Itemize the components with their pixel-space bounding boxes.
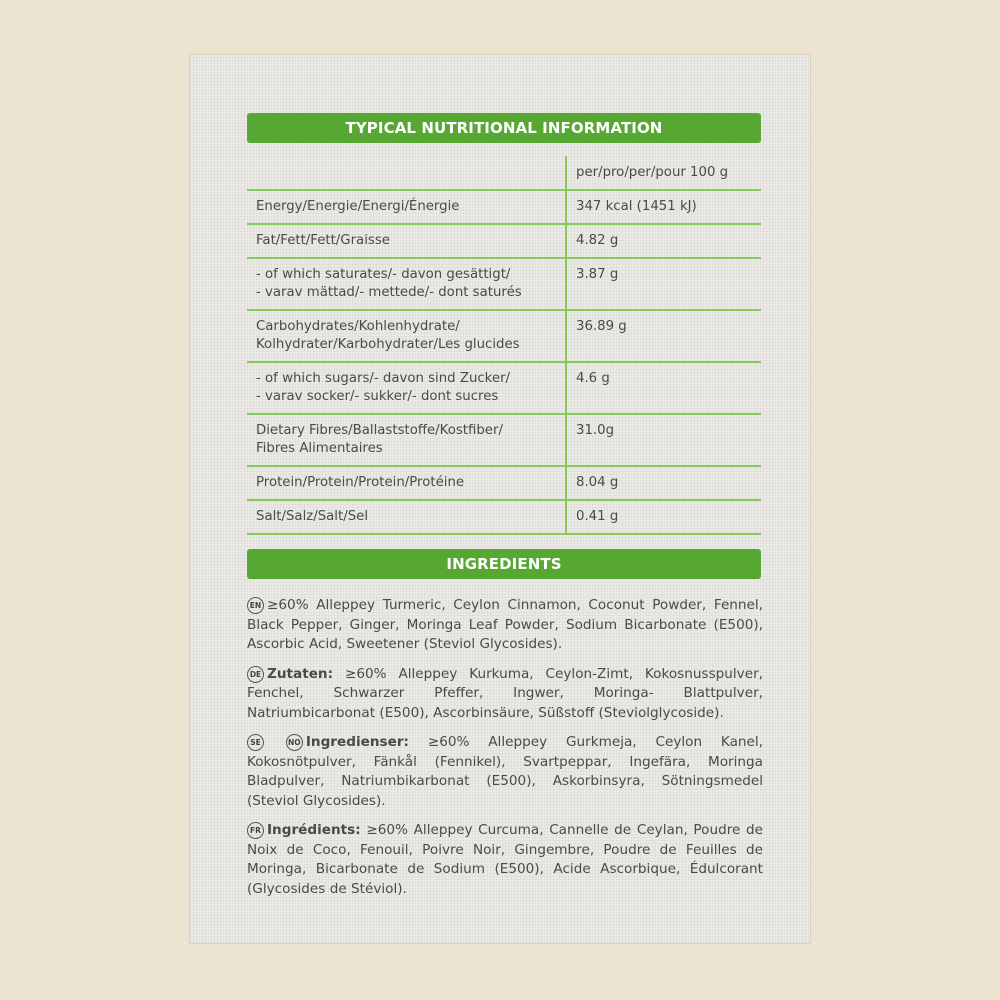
ingredients-se-no-text: ≥60% Alleppey Gurkmeja, Ceylon Kanel, Kokosnötpulver, Fänkål (Fennikel), Svartpeppar, Ingefära, Moringa Bladpulver, Natriumbikarbonat (E500), Askorbinsyra, Sötningsmedel (Steviol Glycosides).: [247, 734, 763, 809]
fr-language-icon: FR: [247, 822, 264, 839]
ingredients-en: [247, 596, 763, 655]
nutrient-value: 8.04 g: [566, 466, 761, 500]
nutrient-value: 4.82 g: [566, 224, 761, 258]
nutrient-value: 3.87 g: [566, 258, 761, 310]
nutrient-label: Protein/Protein/Protein/Protéine: [247, 466, 566, 500]
table-row: [247, 362, 761, 414]
ingredients-se-no: [247, 733, 763, 811]
se-language-icon: SE: [247, 734, 264, 751]
ingredients-de-text: ≥60% Alleppey Kurkuma, Ceylon-Zimt, Kokosnusspulver, Fenchel, Schwarzer Pfeffer, Ingwer, Moringa- Blattpulver, Natriumbicarbonat (E500), Ascorbinsäure, Süßstoff (Steviolglycoside).: [247, 665, 763, 721]
table-row: [247, 156, 761, 190]
nutrient-label: Dietary Fibres/Ballaststoffe/Kostfiber/ Fibres Alimentaires: [247, 414, 566, 466]
nutrient-value: 347 kcal (1451 kJ): [566, 190, 761, 224]
nutrient-label: Carbohydrates/Kohlenhydrate/ Kolhydrater/Karbohydrater/Les glucides: [247, 310, 566, 362]
ingredients-de-lead: Zutaten:: [267, 665, 334, 682]
ingredients-list: [247, 596, 763, 909]
ingredients-fr-text: ≥60% Alleppey Curcuma, Cannelle de Ceylan, Poudre de Noix de Coco, Fenouil, Poivre Noir, Gingembre, Poudre de Feuilles de Moringa, Bicarbonate de Sodium (E500), Acide Ascorbique, Édulcorant (Glycosides de Stéviol).: [247, 822, 763, 897]
nutrient-value: 36.89 g: [566, 310, 761, 362]
table-row: [247, 190, 761, 224]
no-language-icon: NO: [286, 734, 303, 751]
nutrient-label: Energy/Energie/Energi/Énergie: [247, 190, 566, 224]
nutrient-label: Fat/Fett/Fett/Graisse: [247, 224, 566, 258]
per-100g-header: per/pro/per/pour 100 g: [566, 156, 761, 190]
ingredients-fr-lead: Ingrédients:: [267, 822, 361, 838]
nutrient-value: 0.41 g: [566, 500, 761, 534]
en-language-icon: EN: [247, 597, 264, 614]
table-row: [247, 310, 761, 362]
table-row: [247, 466, 761, 500]
nutrient-value: 31.0g: [566, 414, 761, 466]
table-header-empty-cell: [247, 156, 566, 190]
table-row: [247, 500, 761, 534]
ingredients-title: INGREDIENTS: [247, 549, 761, 579]
nutrition-title: TYPICAL NUTRITIONAL INFORMATION: [247, 113, 761, 143]
ingredients-en-text: ≥60% Alleppey Turmeric, Ceylon Cinnamon, Coconut Powder, Fennel, Black Pepper, Ginger, Moringa Leaf Powder, Sodium Bicarbonate (E500), Ascorbic Acid, Sweetener (Steviol Glycosides).: [247, 597, 763, 652]
ingredients-fr: [247, 821, 763, 899]
nutrient-value: 4.6 g: [566, 362, 761, 414]
ingredients-se-no-lead: Ingredienser:: [305, 734, 409, 750]
table-row: [247, 414, 761, 466]
ingredients-de: [247, 665, 763, 724]
nutrition-table: [247, 156, 761, 535]
de-language-icon: DE: [247, 666, 264, 683]
nutrient-label: Salt/Salz/Salt/Sel: [247, 500, 566, 534]
nutrition-label-card: [189, 54, 811, 944]
table-row: [247, 224, 761, 258]
nutrient-label: - of which sugars/- davon sind Zucker/ - varav socker/- sukker/- dont sucres: [247, 362, 566, 414]
nutrient-label: - of which saturates/- davon gesättigt/ - varav mättad/- mettede/- dont saturés: [247, 258, 566, 310]
table-row: [247, 258, 761, 310]
